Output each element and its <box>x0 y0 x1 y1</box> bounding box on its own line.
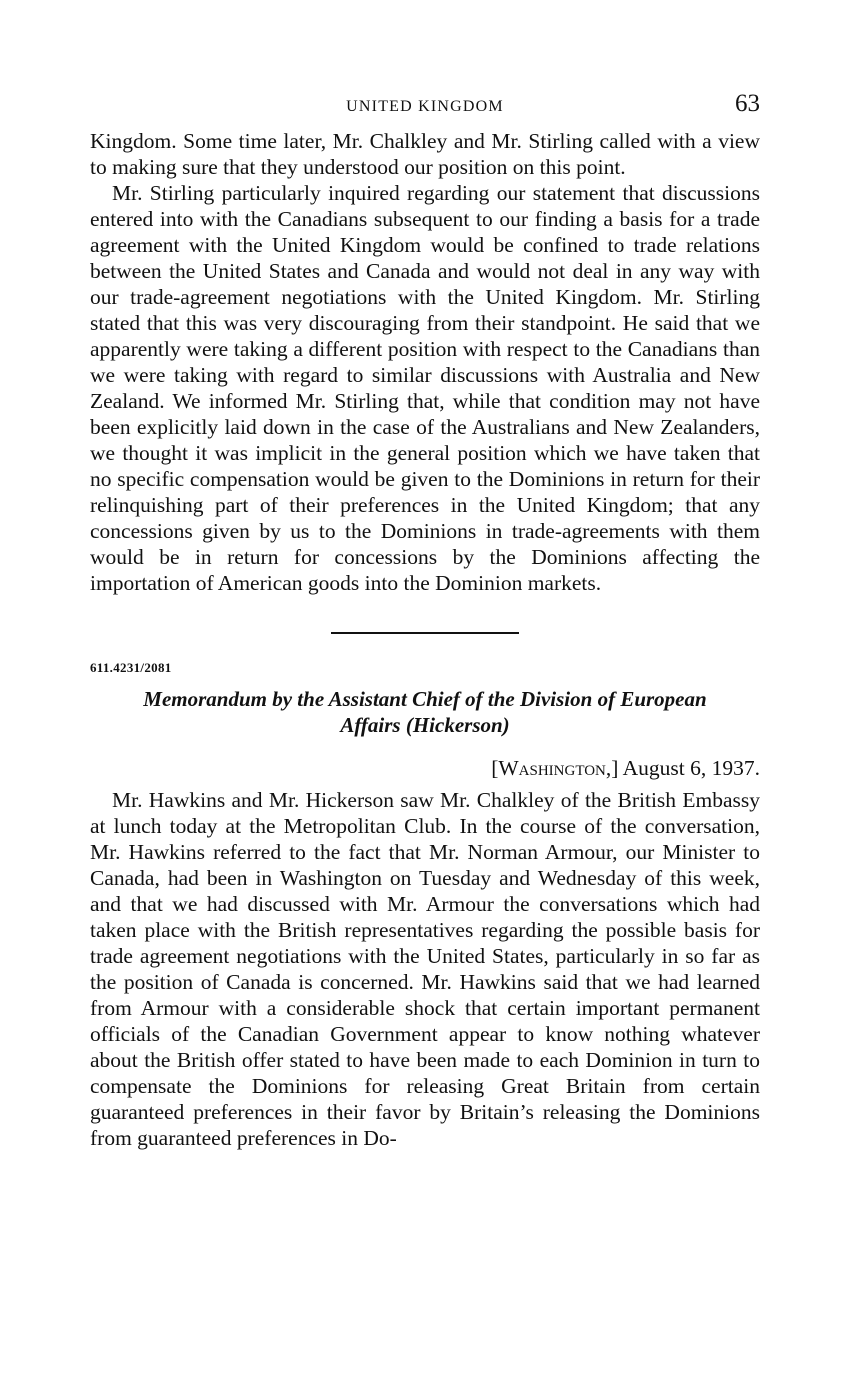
dateline <box>90 756 760 781</box>
memorandum-text <box>90 787 760 1151</box>
dateline-place: [Washington,] <box>491 756 619 780</box>
continuation-paragraph-1: Kingdom. Some time later, Mr. Chalkley and Mr. Stirling called with a view to making sure that they understood our position on this point. <box>90 129 760 179</box>
running-title: UNITED KINGDOM <box>346 98 504 115</box>
page-number: 63 <box>735 90 760 117</box>
document-title: Memorandum by the Assistant Chief of the Division of European Affairs (Hickerson) <box>143 687 707 737</box>
continuation-paragraph-2: Mr. Stirling particularly inquired regarding our statement that discussions entered into with the Canadians subsequent to our finding a basis for a trade agreement with the United Kingdom would be confined to trade relations between the United States and Canada and would not deal in any way with our trade-agreement negotiations with the United Kingdom. Mr. Stirling stated that this was very discouraging from their standpoint. He said that we apparently were taking a different position with respect to the Canadians than we were taking with regard to similar discussions with Australia and New Zealand. We informed Mr. Stirling that, while that condition may not have been explicitly laid down in the case of the Australians and New Zealanders, we thought it was implicit in the general position which we have taken that no specific compensation would be given to the Dominions in return for their relinquishing part of their preferences in the United Kingdom; that any concessions given by us to the Dominions in trade-agreements with them would be in return for concessions by the Dominions affecting the importation of American goods into the Dominion markets. <box>90 181 760 595</box>
file-number: 611.4231/2081 <box>90 660 172 675</box>
memorandum-paragraph-1: Mr. Hawkins and Mr. Hickerson saw Mr. Chalkley of the British Embassy at lunch today at the Metropolitan Club. In the course of the conversation, Mr. Hawkins referred to the fact that Mr. Norman Armour, our Minister to Canada, had been in Washington on Tuesday and Wednesday of this week, and that we had discussed with Mr. Armour the conversations which had taken place with the British representatives regarding the possible basis for trade agreement negotiations with the United States, particularly in so far as the position of Canada is concerned. Mr. Hawkins said that we had learned from Armour with a considerable shock that certain important permanent officials of the Canadian Government appear to know nothing whatever about the British offer stated to have been made to each Dominion in turn to compensate the Dominions for releasing Great Britain from certain guaranteed preferences in their favor by Britain’s releasing the Dominions from guaranteed preferences in Do- <box>90 788 760 1150</box>
running-header <box>90 92 760 128</box>
section-divider <box>331 632 519 634</box>
continuation-text <box>90 128 760 596</box>
document-page <box>90 92 760 1151</box>
dateline-date: August 6, 1937. <box>622 756 760 780</box>
